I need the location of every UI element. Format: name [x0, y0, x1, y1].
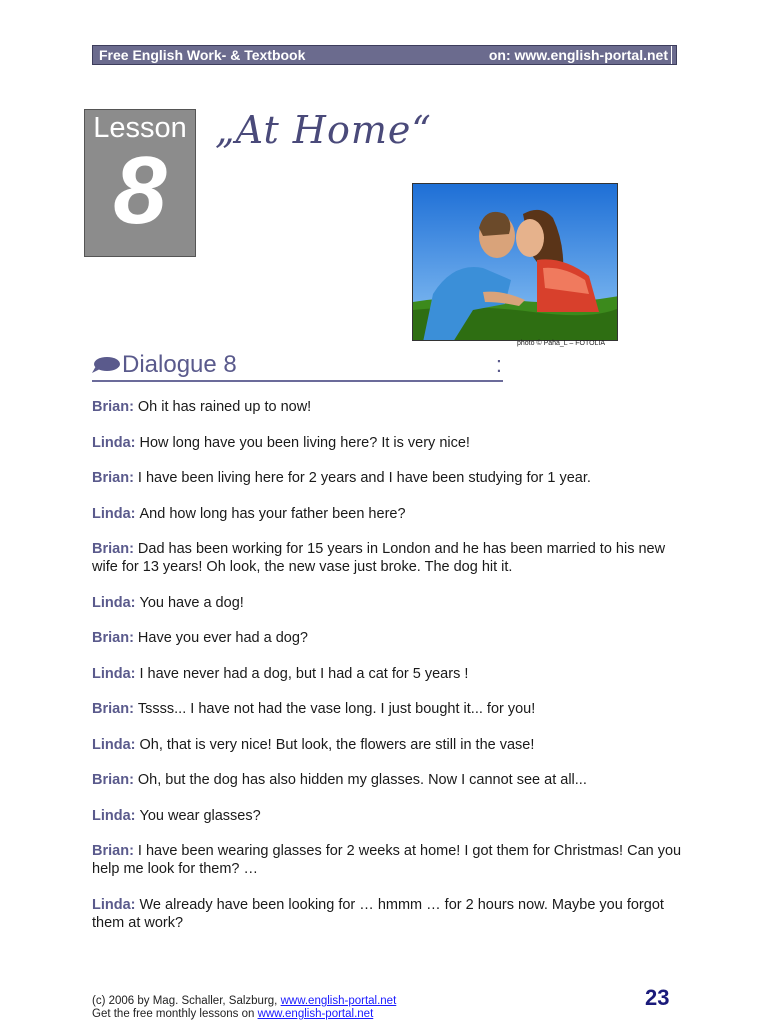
couple-kissing-image — [413, 184, 618, 341]
dialogue — [92, 398, 692, 949]
couple-photo — [412, 183, 618, 341]
speaker-name: Brian: — [92, 701, 134, 717]
dialogue-text: I have been wearing glasses for 2 weeks at home! I got them for Christmas! Can you help me look for them? … — [92, 843, 682, 877]
dialogue-line — [92, 771, 692, 789]
dialogue-text: I have never had a dog, but I had a cat for 5 years ! — [139, 665, 469, 682]
lesson-number: 8 — [113, 137, 167, 244]
dialogue-line — [92, 700, 692, 718]
photo-credit: photo © Paha_L – FOTOLIA — [517, 340, 606, 347]
footer — [92, 995, 396, 1021]
dialogue-text: I have been living here for 2 years and I have been studying for 1 year. — [137, 470, 591, 486]
footer-lessons-text: Get the free monthly lessons on — [92, 1008, 258, 1020]
dialogue-line — [92, 896, 692, 932]
lesson-label: Lesson — [93, 112, 187, 144]
speaker-name: Linda: — [92, 807, 136, 824]
dialogue-text: Have you ever had a dog? — [137, 630, 308, 646]
speaker-name: Brian: — [92, 843, 134, 859]
dialogue-text: And how long has your father been here? — [139, 505, 406, 522]
dialogue-text: You wear glasses? — [139, 807, 261, 824]
speaker-name: Linda: — [92, 665, 136, 682]
dialogue-line — [92, 665, 692, 683]
footer-copyright: (c) 2006 by Mag. Schaller, Salzburg, — [92, 995, 281, 1007]
speech-bubble-icon — [92, 356, 120, 374]
page-header — [92, 45, 677, 65]
speaker-name: Brian: — [92, 470, 134, 486]
speaker-name: Linda: — [92, 896, 136, 913]
speaker-name: Linda: — [92, 434, 136, 451]
dialogue-line — [92, 398, 692, 416]
speaker-name: Brian: — [92, 399, 134, 415]
header-divider — [671, 46, 672, 64]
dialogue-line — [92, 540, 692, 576]
section-colon: : — [495, 352, 502, 377]
header-right-text: on: www.english-portal.net — [488, 47, 668, 63]
speaker-name: Linda: — [92, 594, 136, 611]
dialogue-text: We already have been looking for … hmmm … for 2 hours now. Maybe you forgot them at work? — [92, 896, 664, 931]
dialogue-text: Oh it has rained up to now! — [137, 399, 312, 415]
speaker-name: Brian: — [92, 772, 134, 788]
dialogue-text: You have a dog! — [139, 594, 244, 611]
dialogue-line — [92, 594, 692, 612]
footer-link-1[interactable]: www.english-portal.net — [280, 995, 397, 1007]
dialogue-line — [92, 629, 692, 647]
dialogue-line — [92, 736, 692, 754]
dialogue-text: Oh, that is very nice! But look, the flowers are still in the vase! — [139, 736, 535, 753]
speaker-name: Brian: — [92, 630, 134, 646]
header-left-text: Free English Work- & Textbook — [99, 47, 306, 63]
dialogue-text: Oh, but the dog has also hidden my glasses. Now I cannot see at all... — [137, 772, 587, 788]
dialogue-text: Tssss... I have not had the vase long. I just bought it... for you! — [137, 701, 536, 717]
section-title-text: Dialogue 8 — [122, 351, 237, 378]
dialogue-text: How long have you been living here? It is very nice! — [139, 434, 470, 451]
dialogue-line — [92, 807, 692, 825]
speaker-name: Linda: — [92, 736, 136, 753]
page-number: 23 — [645, 985, 670, 1010]
dialogue-line — [92, 842, 692, 878]
lesson-badge — [84, 109, 196, 257]
dialogue-text: Dad has been working for 15 years in London and he has been married to his new wife for 13 years! Oh look, the new vase just broke. The dog hit it. — [92, 541, 666, 575]
speaker-name: Linda: — [92, 505, 136, 522]
dialogue-line — [92, 505, 692, 523]
speaker-name: Brian: — [92, 541, 134, 557]
footer-link-2[interactable]: www.english-portal.net — [257, 1008, 374, 1020]
lesson-title: „At Home“ — [215, 108, 432, 152]
section-heading — [92, 350, 503, 382]
dialogue-line — [92, 469, 692, 487]
dialogue-line — [92, 434, 692, 452]
